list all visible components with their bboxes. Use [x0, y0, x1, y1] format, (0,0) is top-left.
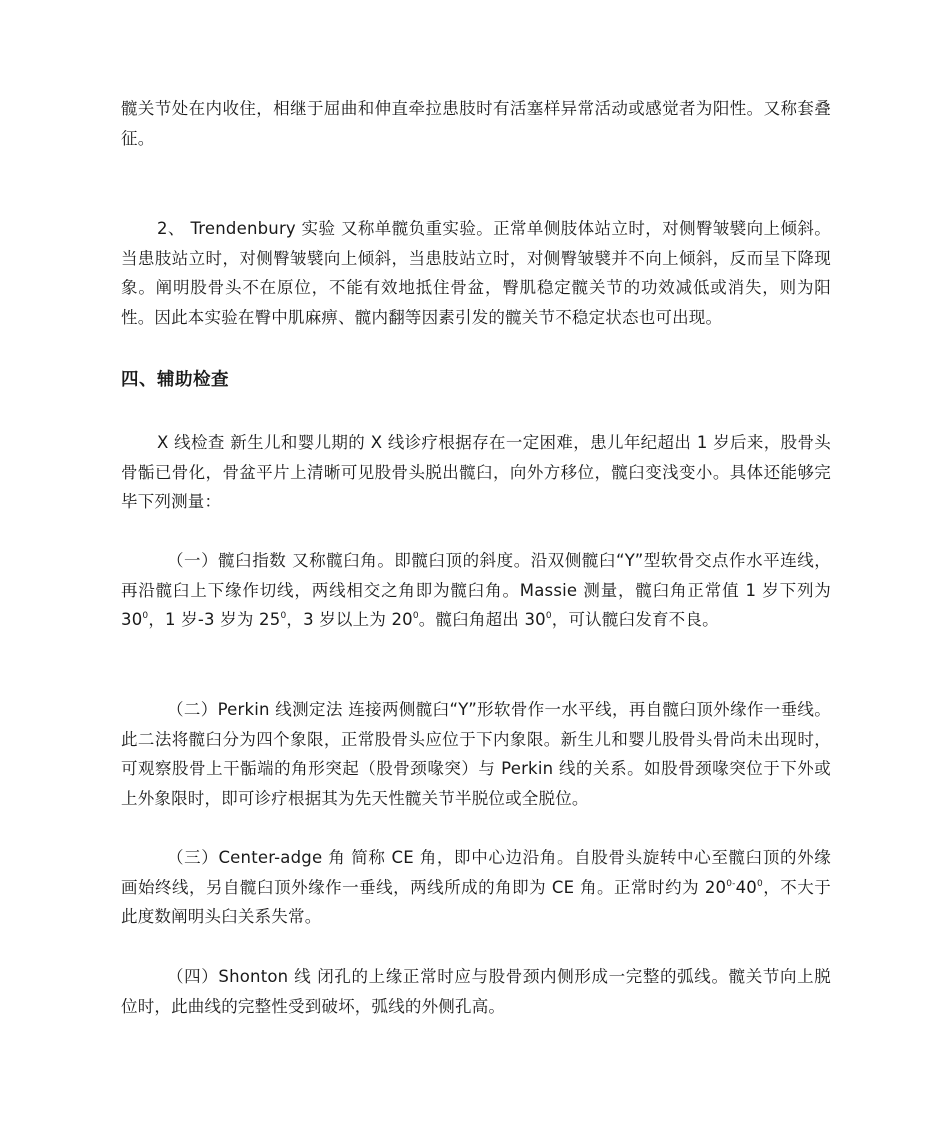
paragraph-xray-exam: X 线检查 新生儿和婴儿期的 X 线诊疗根据存在一定困难，患儿年纪超出 1 岁后来，股骨头骨骺已骨化，骨盆平片上清晰可见股骨头脱出髋臼，向外方移位，髋臼变浅变小。具体还能够完毕下列测量： [121, 433, 831, 511]
section-heading-auxiliary-exam: 四、辅助检查 [121, 370, 229, 390]
paragraph-ortolani-continuation: 髋关节处在内收住，相继于屈曲和伸直牵拉患肢时有活塞样异常活动或感觉者为阳性。又称套叠征。 [121, 99, 831, 148]
paragraph-trendelenburg-test: 2、 Trendenbury 实验 又称单髋负重实验。正常单侧肢体站立时，对侧臀皱襞向上倾斜。当患肢站立时，对侧臀皱襞向上倾斜，当患肢站立时，对侧臀皱襞并不向上倾斜，反而呈下降现象。阐明股骨头不在原位，不能有效地抵住骨盆，臀肌稳定髋关节的功效减低或消失，则为阳性。因此本实验在臀中肌麻痹、髋内翻等因素引发的髋关节不稳定状态也可出现。 [121, 219, 831, 327]
paragraph-shenton-line: （四）Shonton 线 闭孔的上缘正常时应与股骨颈内侧形成一完整的弧线。髋关节向上脱位时，此曲线的完整性受到破坏，弧线的外侧孔高。 [121, 967, 831, 1016]
paragraph-center-edge-angle: （三）Center-adge 角 简称 CE 角，即中心边沿角。自股骨头旋转中心至髋臼顶的外缘画始终线，另自髋臼顶外缘作一垂线，两线所成的角即为 CE 角。正常时约为 $20^{0-}40^0$，不大于此度数阐明头臼关系失常。 [121, 848, 831, 926]
paragraph-acetabular-index: （一）髋臼指数 又称髋臼角。即髋臼顶的斜度。沿双侧髋臼“Y”型软骨交点作水平连线，再沿髋臼上下缘作切线，两线相交之角即为髋臼角。Massie 测量，髋臼角正常值 1 岁下列为 $30^0$，1 岁-3 岁为 $25^0$，3 岁以上为 $20^0$。髋臼角超出 $30^0$，可认髋臼发育不良。 [121, 551, 831, 629]
paragraph-perkin-line: （二）Perkin 线测定法 连接两侧髋臼“Y”形软骨作一水平线，再自髋臼顶外缘作一垂线。此二法将髋臼分为四个象限，正常股骨头应位于下内象限。新生儿和婴儿股骨头骨尚未出现时，可观察股骨上干骺端的角形突起（股骨颈喙突）与 Perkin 线的关系。如股骨颈喙突位于下外或上外象限时，即可诊疗根据其为先天性髋关节半脱位或全脱位。 [121, 700, 831, 808]
